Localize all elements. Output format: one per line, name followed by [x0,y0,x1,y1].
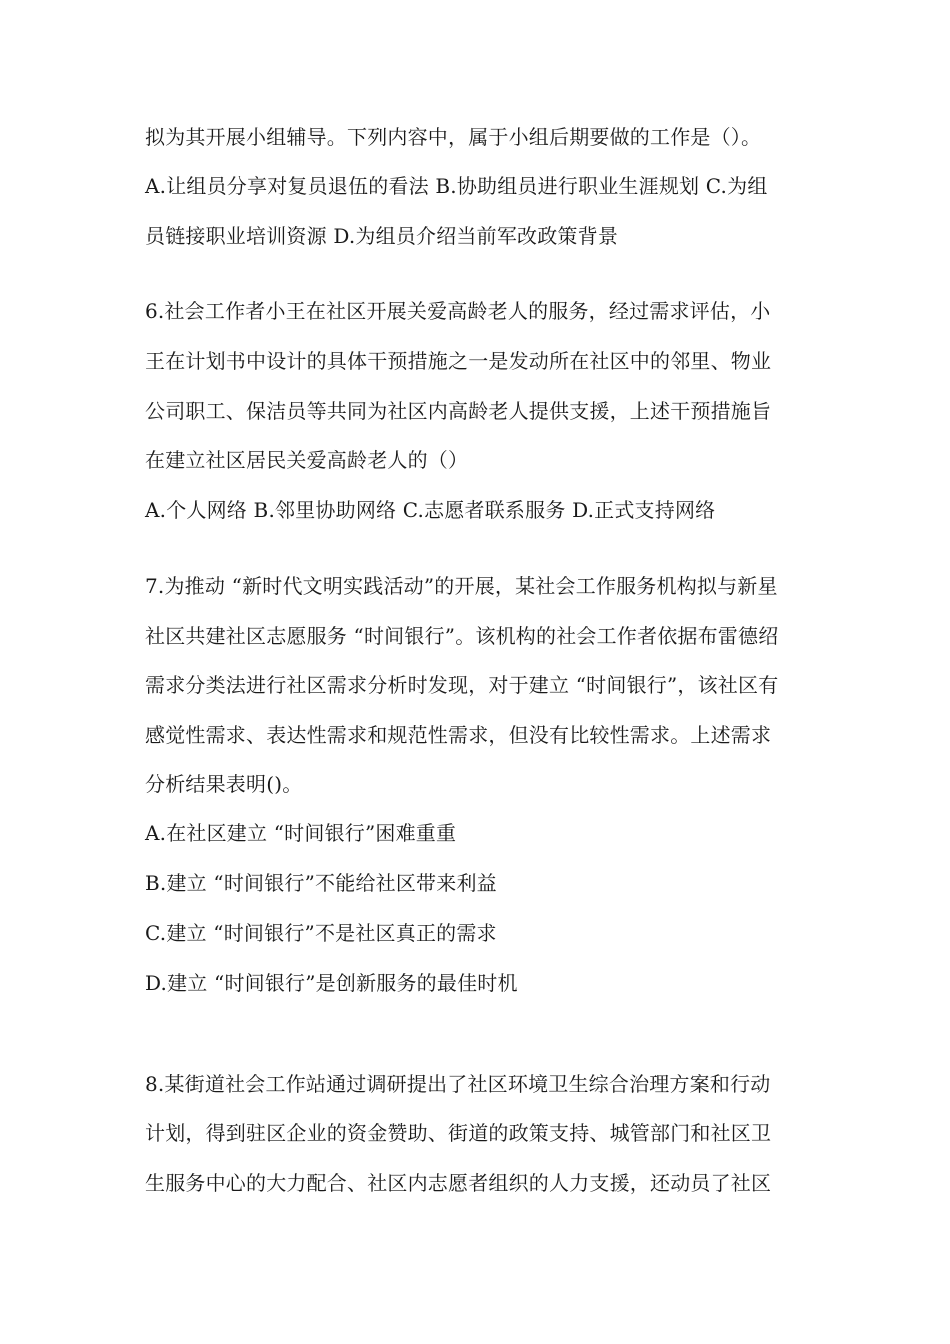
q7-stem-line: 感觉性需求、表达性需求和规范性需求，但没有比较性需求。上述需求 [145,723,772,747]
q5-stem-line: 拟为其开展小组辅导。下列内容中，属于小组后期要做的工作是（）。 [145,125,762,149]
q6-stem-line: 在建立社区居民关爱高龄老人的（） [145,448,469,472]
q6-options-line: A.个人网络 B.邻里协助网络 C.志愿者联系服务 D.正式支持网络 [145,498,716,522]
q8-stem-line: 计划，得到驻区企业的资金赞助、街道的政策支持、城管部门和社区卫 [145,1121,772,1145]
q5-options-line: 员链接职业培训资源 D.为组员介绍当前军改政策背景 [145,224,619,248]
q7-stem-line: 社区共建社区志愿服务 “时间银行”。该机构的社会工作者依据布雷德绍 [145,624,779,648]
q8-stem-line: 生服务中心的大力配合、社区内志愿者组织的人力支援，还动员了社区 [145,1171,772,1195]
q6-stem-line: 王在计划书中设计的具体干预措施之一是发动所在社区中的邻里、物业 [145,349,772,373]
q7-stem-line: 分析结果表明()。 [145,772,303,796]
q6-stem-line: 公司职工、保洁员等共同为社区内高龄老人提供支援，上述干预措施旨 [145,399,772,423]
q7-option-a: A.在社区建立 “时间银行”困难重重 [145,821,457,845]
q8-stem-line: 8.某街道社会工作站通过调研提出了社区环境卫生综合治理方案和行动 [145,1072,771,1096]
q7-option-b: B.建立 “时间银行”不能给社区带来利益 [145,871,497,895]
q7-stem-line: 7.为推动 “新时代文明实践活动”的开展，某社会工作服务机构拟与新星 [145,574,778,598]
q6-stem-line: 6.社会工作者小王在社区开展关爱高龄老人的服务，经过需求评估，小 [145,299,771,323]
q5-options-line: A.让组员分享对复员退伍的看法 B.协助组员进行职业生涯规划 C.为组 [145,174,768,198]
q7-option-c: C.建立 “时间银行”不是社区真正的需求 [145,921,497,945]
q7-stem-line: 需求分类法进行社区需求分析时发现，对于建立 “时间银行”，该社区有 [145,673,779,697]
q7-option-d: D.建立 “时间银行”是创新服务的最佳时机 [145,971,518,995]
